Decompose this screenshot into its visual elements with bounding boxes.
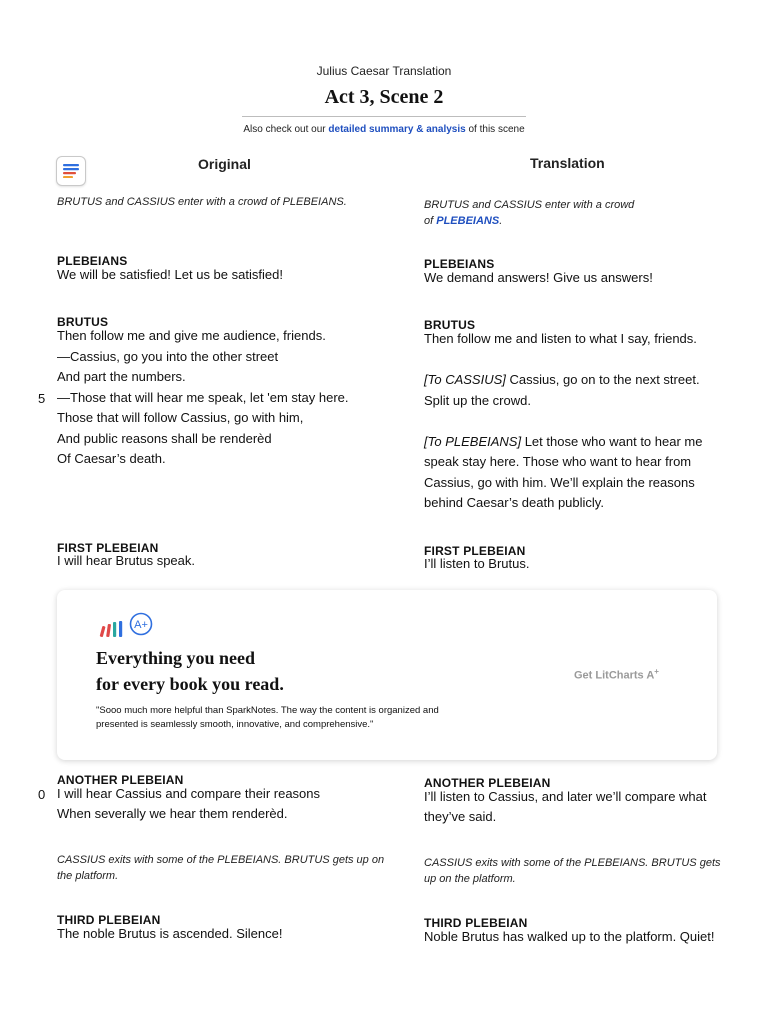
speaker-name: BRUTUS <box>424 318 476 332</box>
page-title: Act 3, Scene 2 <box>324 86 444 108</box>
play-line: —Cassius, go you into the other street <box>57 348 279 364</box>
contents-menu-button[interactable] <box>56 156 86 186</box>
speaker-name: PLEBEIANS <box>57 254 128 268</box>
line-number: 5 <box>38 391 46 406</box>
stage-direction: BRUTUS and CASSIUS enter with a crowd of PLEBEIANS. <box>57 196 347 208</box>
play-line: —Those that will hear me speak, let 'em stay here. <box>57 389 349 405</box>
stage-direction-inline: [To CASSIUS] <box>424 372 506 387</box>
get-litcharts-a-plus-button[interactable]: Get LitCharts A+ <box>574 667 659 682</box>
speaker-name: ANOTHER PLEBEIAN <box>57 773 184 787</box>
summary-analysis-link[interactable]: detailed summary & analysis <box>328 124 466 135</box>
translation-line: Then follow me and listen to what I say, friends. <box>424 331 697 346</box>
stage-direction-inline: [To PLEBEIANS] <box>424 433 522 449</box>
play-line: And part the numbers. <box>57 369 186 384</box>
play-line: Those that will follow Cassius, go with him, <box>57 410 304 425</box>
play-line: I will hear Brutus speak. <box>57 553 196 568</box>
translation-line: Noble Brutus has walked up to the platform. Quiet! <box>424 928 715 944</box>
summary-note: Also check out our detailed summary & analysis of this scene <box>243 124 525 135</box>
contents-menu-icon <box>63 164 79 178</box>
play-line: Then follow me and give me audience, friends. <box>57 328 326 343</box>
speaker-name: BRUTUS <box>57 315 109 329</box>
promo-title-line-2: for every book you read. <box>96 674 284 694</box>
litcharts-promo-card[interactable] <box>57 590 717 760</box>
stage-direction: CASSIUS exits with some of the PLEBEIANS. BRUTUS gets up on the platform. <box>424 857 721 885</box>
litcharts-logo-badge: A+ <box>134 619 148 631</box>
play-line: The noble Brutus is ascended. Silence! <box>57 925 283 941</box>
stage-direction: BRUTUS and CASSIUS enter with a crowd of PLEBEIANS. <box>424 199 635 227</box>
page-subtitle: Julius Caesar Translation <box>316 64 452 78</box>
original-column-header: Original <box>198 156 251 172</box>
play-line: And public reasons shall be renderèd <box>57 430 272 446</box>
translation-line: We demand answers! Give us answers! <box>424 270 653 285</box>
speaker-name: PLEBEIANS <box>424 257 495 271</box>
translation-line: Split up the crowd. <box>424 392 531 408</box>
speaker-name: THIRD PLEBEIAN <box>424 916 528 930</box>
play-line: I will hear Cassius and compare their reasons <box>57 785 321 801</box>
translation-line: [To CASSIUS] Cassius, go on to the next street. <box>424 372 700 387</box>
play-line: Of Caesar’s death. <box>57 451 166 466</box>
translation-line: I’ll listen to Brutus. <box>424 556 530 571</box>
plebeians-link[interactable]: PLEBEIANS <box>436 215 500 227</box>
translation-line: [To PLEBEIANS] Let those who want to hear me speak stay here. Those who want to hear from Cassius, go with him. We’ll explain the reasons behind Caesar’s death publicly. <box>424 433 703 510</box>
speaker-name: FIRST PLEBEIAN <box>57 541 159 555</box>
speaker-name: FIRST PLEBEIAN <box>424 544 526 558</box>
line-number: 0 <box>38 787 46 802</box>
speaker-name: THIRD PLEBEIAN <box>57 913 161 927</box>
translation-column-header: Translation <box>530 155 605 171</box>
promo-testimonial: "Sooo much more helpful than SparkNotes. The way the content is organized and presented is seamlessly smooth, innovative, and comprehensive." <box>96 705 439 730</box>
title-divider <box>242 116 526 117</box>
play-line: We will be satisfied! Let us be satisfied! <box>57 267 283 282</box>
litcharts-a-plus-logo <box>99 612 157 640</box>
promo-title-line-1: Everything you need <box>96 648 256 668</box>
stage-direction: CASSIUS exits with some of the PLEBEIANS. BRUTUS gets up on the platform. <box>57 854 385 882</box>
speaker-name: ANOTHER PLEBEIAN <box>424 776 551 790</box>
play-line: When severally we hear them renderèd. <box>57 806 288 821</box>
translation-line: I’ll listen to Cassius, and later we’ll compare what they’ve said. <box>424 788 707 824</box>
